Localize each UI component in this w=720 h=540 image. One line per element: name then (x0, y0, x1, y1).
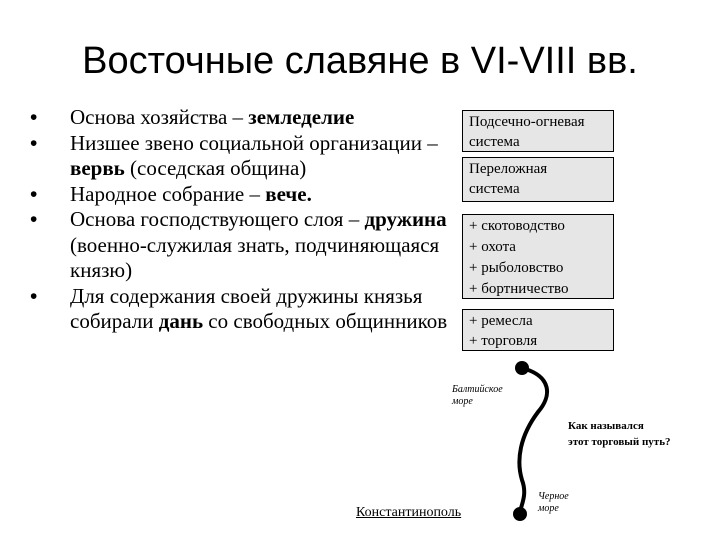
box-line: Подсечно-огневая (469, 114, 585, 130)
route-question-line: этот торговый путь? (568, 436, 671, 448)
baltic-sea-label-line: море (452, 396, 473, 407)
route-question (568, 418, 671, 450)
bullet-keyword: дружина (364, 207, 447, 231)
bullet-keyword: вервь (70, 156, 125, 180)
black-sea-label-line: море (538, 503, 559, 514)
box-line: + торговля (469, 333, 538, 349)
box-line: + скотоводство (469, 218, 565, 234)
bullet-keyword: вече. (265, 181, 312, 206)
route-end-dot (513, 507, 527, 521)
route-question-line: Как назывался (568, 420, 644, 432)
bullet-text: Низшее звено социальной организации – (70, 130, 438, 155)
baltic-sea-label (452, 384, 503, 408)
box-line: система (469, 134, 520, 150)
box-line: + охота (469, 239, 516, 255)
box-line: + бортничество (469, 281, 569, 297)
bullet-text: со свободных общинников (203, 309, 448, 333)
black-sea-label (538, 491, 569, 515)
baltic-sea-label-line: Балтийское (452, 384, 503, 395)
constantinople-label: Константинополь (356, 505, 462, 520)
slide-title: Восточные славяне в VI-VIII вв. (82, 40, 638, 82)
box-line: + ремесла (469, 313, 533, 329)
bullet-text: Народное собрание – (70, 181, 266, 206)
bullet-text: (военно-служилая знать, подчиняющаяся князю) (70, 232, 440, 282)
bullet-keyword: земледелие (248, 105, 355, 129)
black-sea-label-line: Черное (538, 491, 569, 502)
bullet-keyword: дань (158, 309, 204, 333)
bullet-text: Для содержания своей дружины князья собирали (70, 283, 423, 333)
box-line: система (469, 181, 520, 197)
route-start-dot (515, 361, 529, 375)
bullet-text: (соседская община) (124, 156, 307, 180)
bullet-text: Основа господствующего слоя – (70, 207, 365, 231)
box-line: Переложная (469, 161, 548, 177)
box-line: + рыболовство (469, 260, 564, 276)
bullet-text: Основа хозяйства – (70, 105, 249, 129)
